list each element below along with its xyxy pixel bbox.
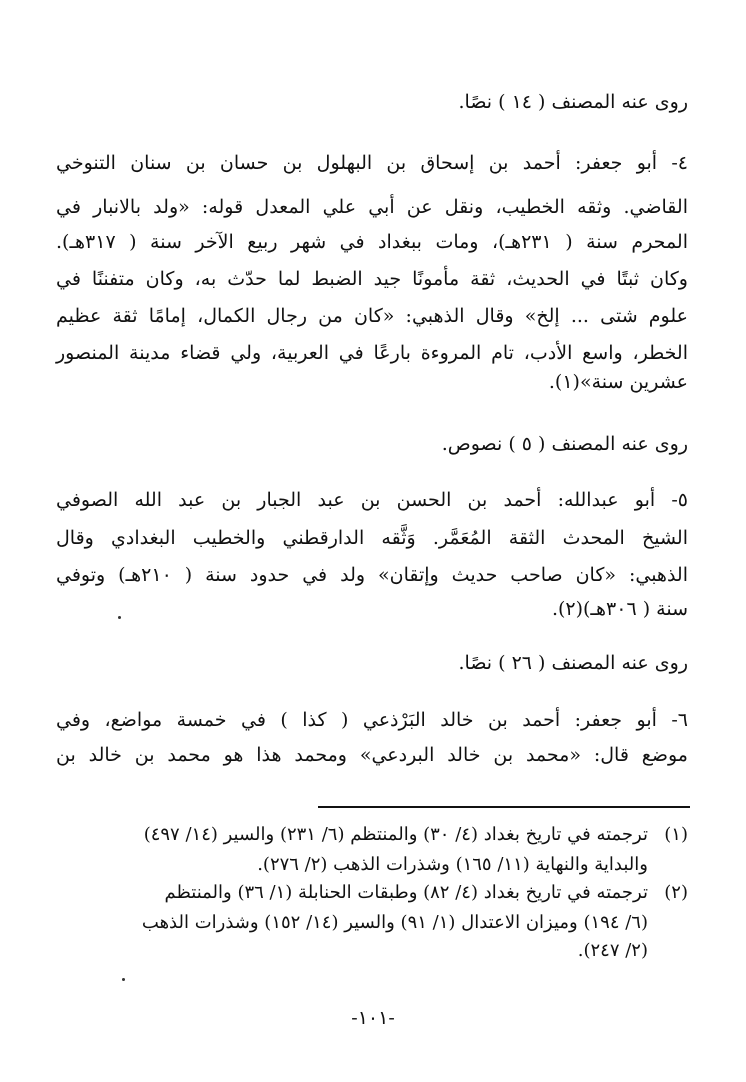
text-line: القاضي. وثقه الخطيب، ونقل عن أبي علي المعدل قوله: «ولد بالانبار في [56,196,688,218]
footnote-text: ترجمته في تاريخ بغداد (٤/ ٨٢) وطبقات الحنابلة (١/ ٣٦) والمنتظم [164,882,648,903]
footnote-text: (٢/ ٢٤٧). [577,940,648,961]
footnote-text: (٦/ ١٩٤) وميزان الاعتدال (١/ ٩١) والسير (١٤/ ١٥٢) وشذرات الذهب [141,912,648,933]
footnote-text: والبداية والنهاية (١١/ ١٦٥) وشذرات الذهب (٢/ ٢٧٦). [257,854,648,875]
text-line: علوم شتى ... إلخ» وقال الذهبي: «كان من رجال الكمال، إمامًا ثقة عظيم [56,305,688,327]
footnote-number: (٢) [664,882,688,903]
footnote-divider [318,806,690,808]
page-number: -١٠١- [351,1007,395,1029]
footnote-line [56,822,688,848]
text-line: روى عنه المصنف ( ٢٦ ) نصًا. [458,652,688,674]
text-line: روى عنه المصنف ( ٥ ) نصوص. [441,433,688,455]
text-line: وكان ثبتًا في الحديث، ثقة مأمونًا جيد الضبط لما حدّث به، وكان متفننًا في [56,268,688,290]
footnote-line [56,880,688,906]
text-line: روى عنه المصنف ( ١٤ ) نصًا. [458,91,688,113]
text-line: الشيخ المحدث الثقة المُعَمَّر. وَثَّقه الدارقطني والخطيب البغدادي وقال [56,527,688,549]
text-line: سنة ( ٣٠٦هـ)(٢). [551,598,688,620]
footnote-number: (١) [664,824,688,845]
text-line: ٥- أبو عبدالله: أحمد بن الحسن بن عبد الجبار بن عبد الله الصوفي [56,489,688,511]
scan-speck [118,616,121,619]
text-line: الخطر، واسع الأدب، تام المروءة بارعًا في العربية، ولي قضاء مدينة المنصور [56,342,688,364]
text-line: عشرين سنة»(١). [548,371,688,393]
text-line: الذهبي: «كان صاحب حديث وإتقان» ولد في حدود سنة ( ٢١٠هـ) وتوفي [56,564,688,586]
footnote-text: ترجمته في تاريخ بغداد (٤/ ٣٠) والمنتظم (٦/ ٢٣١) والسير (١٤/ ٤٩٧) [143,824,648,845]
text-line: موضع قال: «محمد بن خالد البردعي» ومحمد هذا هو محمد بن خالد بن [56,744,688,766]
scan-speck [122,978,125,981]
text-line: ٤- أبو جعفر: أحمد بن إسحاق بن البهلول بن حسان بن سنان التنوخي [56,152,688,174]
text-line: ٦- أبو جعفر: أحمد بن خالد البَرْذعي ( كذا ) في خمسة مواضع، وفي [56,709,688,731]
text-line: المحرم سنة ( ٢٣١هـ)، ومات ببغداد في شهر ربيع الآخر سنة ( ٣١٧هـ). [56,231,688,253]
